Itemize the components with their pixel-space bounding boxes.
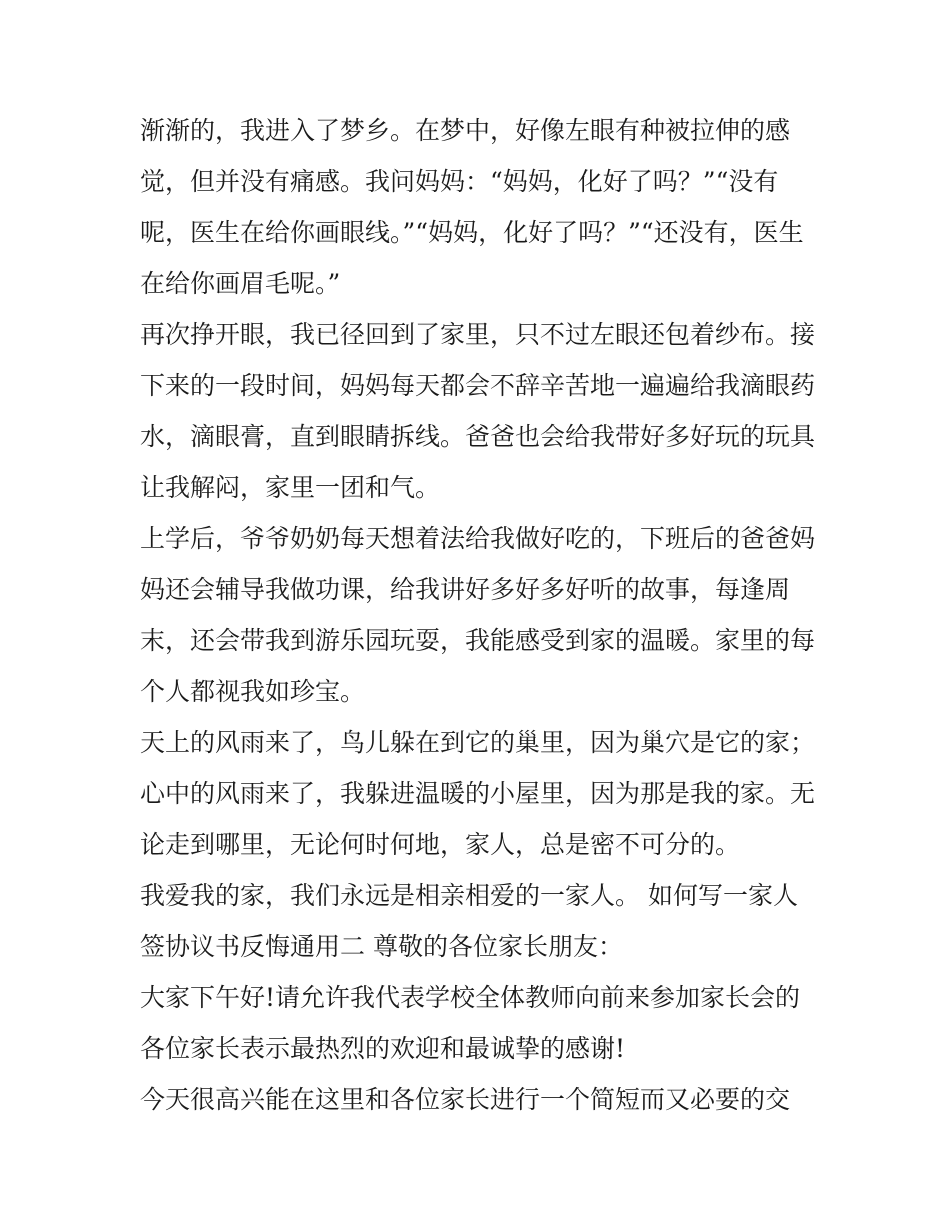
text-line: 签协议书反悔通用二 尊敬的各位家长朋友： [140, 932, 623, 961]
text-line: 渐渐的，我进入了梦乡。在梦中，好像左眼有种被拉伸的感 [140, 116, 791, 145]
text-line: 论走到哪里，无论何时何地，家人，总是密不可分的。 [140, 830, 741, 859]
text-line: 妈还会辅导我做功课，给我讲好多好多好听的故事，每逢周 [140, 575, 791, 604]
text-line: 让我解闷，家里一团和气。 [140, 473, 441, 502]
text-line: 我爱我的家，我们永远是相亲相爱的一家人。 如何写一家人 [140, 881, 798, 910]
text-line: 再次挣开眼，我已径回到了家里，只不过左眼还包着纱布。接 [140, 320, 816, 349]
text-line: 大家下午好!请允许我代表学校全体教师向前来参加家长会的 [140, 983, 801, 1012]
text-line: 呢，医生在给你画眼线。”“妈妈，化好了吗？”“还没有，医生 [140, 218, 804, 247]
text-line: 天上的风雨来了，鸟儿躲在到它的巢里，因为巢穴是它的家； [140, 728, 816, 757]
text-line: 觉，但并没有痛感。我问妈妈：“妈妈，化好了吗？”“没有 [140, 167, 779, 196]
text-line: 今天很高兴能在这里和各位家长进行一个简短而又必要的交 [140, 1085, 791, 1114]
text-line: 末，还会带我到游乐园玩耍，我能感受到家的温暖。家里的每 [140, 626, 816, 655]
text-line: 水，滴眼膏，直到眼睛拆线。爸爸也会给我带好多好玩的玩具 [140, 422, 816, 451]
text-line: 在给你画眉毛呢。” [140, 269, 341, 298]
body-text [140, 105, 820, 1125]
text-line: 下来的一段时间，妈妈每天都会不辞辛苦地一遍遍给我滴眼药 [140, 371, 816, 400]
text-line: 各位家长表示最热烈的欢迎和最诚挚的感谢! [140, 1034, 626, 1063]
text-line: 个人都视我如珍宝。 [140, 677, 366, 706]
text-line: 上学后，爷爷奶奶每天想着法给我做好吃的，下班后的爸爸妈 [140, 524, 816, 553]
text-line: 心中的风雨来了，我躲进温暖的小屋里，因为那是我的家。无 [140, 779, 816, 808]
